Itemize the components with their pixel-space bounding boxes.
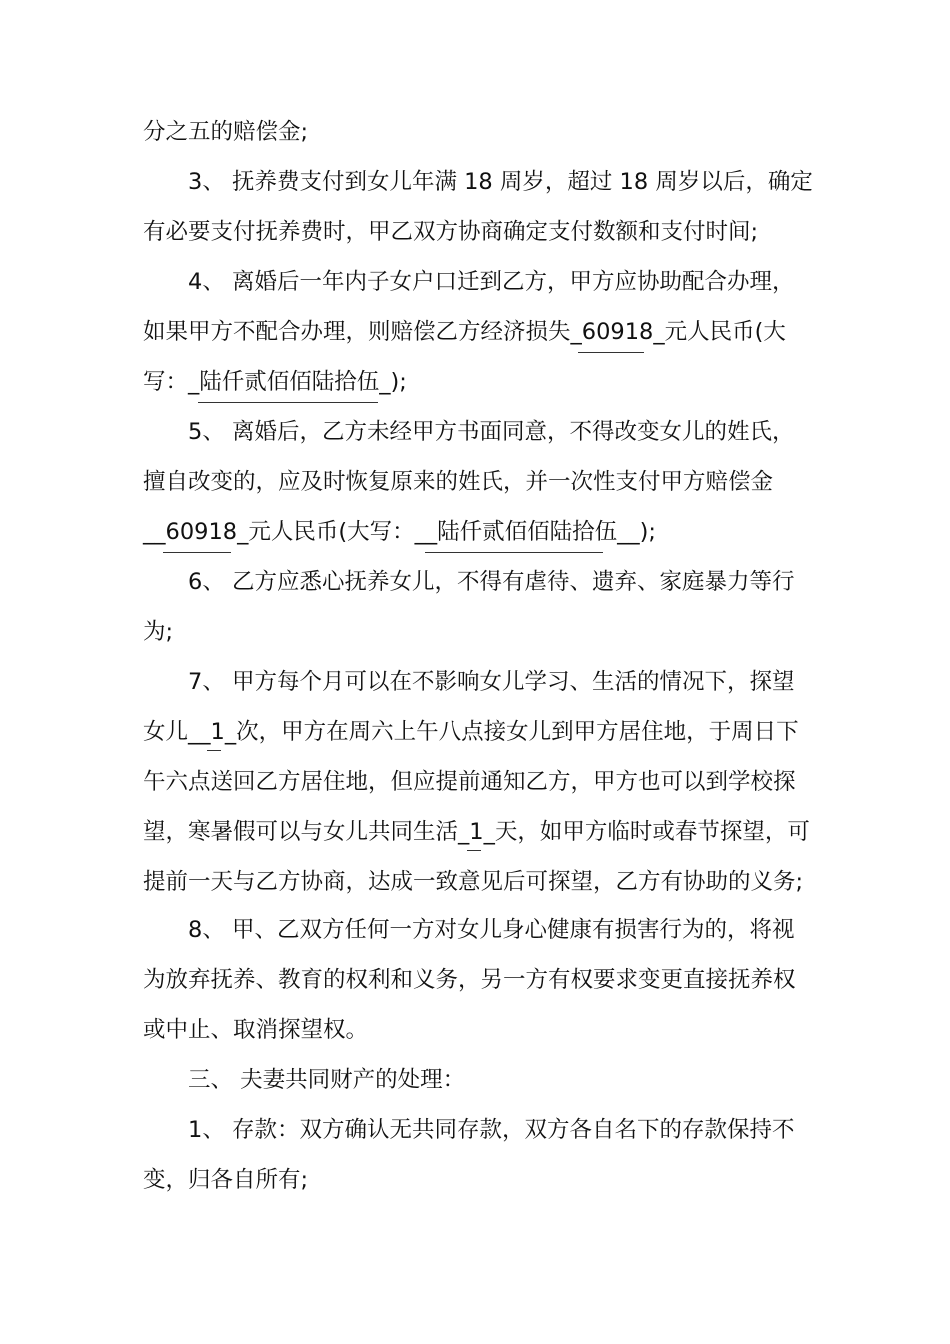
blank-underline	[467, 850, 481, 851]
text-line: 8、 甲、乙双方任何一方对女儿身心健康有损害行为的，将视	[188, 917, 795, 943]
text-line: 6、 乙方应悉心抚养女儿，不得有虐待、遗弃、家庭暴力等行	[188, 569, 795, 595]
text-line: 7、 甲方每个月可以在不影响女儿学习、生活的情况下，探望	[188, 669, 795, 695]
text-line: 为;	[143, 619, 174, 645]
text-line: 变，归各自所有;	[143, 1167, 309, 1193]
text-line: 午六点送回乙方居住地，但应提前通知乙方，甲方也可以到学校探	[143, 769, 796, 795]
text-line: __60918_元人民币(大写：__陆仟贰佰佰陆拾伍__);	[143, 519, 656, 545]
text-line: 擅自改变的，应及时恢复原来的姓氏，并一次性支付甲方赔偿金	[143, 469, 774, 495]
blank-underline	[198, 402, 378, 403]
text-line: 三、 夫妻共同财产的处理：	[188, 1067, 466, 1093]
blank-underline	[578, 352, 644, 353]
text-line: 望，寒暑假可以与女儿共同生活_1_天，如甲方临时或春节探望，可	[143, 819, 810, 845]
text-line: 1、 存款：双方确认无共同存款，双方各自名下的存款保持不	[188, 1117, 795, 1143]
text-line: 分之五的赔偿金;	[143, 119, 309, 145]
blank-underline	[163, 552, 231, 553]
text-line: 有必要支付抚养费时，甲乙双方协商确定支付数额和支付时间;	[143, 219, 759, 245]
blank-underline	[425, 552, 603, 553]
text-line: 4、 离婚后一年内子女户口迁到乙方，甲方应协助配合办理，	[188, 269, 795, 295]
text-line: 写：_陆仟贰佰佰陆拾伍_);	[143, 369, 407, 395]
text-line: 为放弃抚养、教育的权利和义务，另一方有权要求变更直接抚养权	[143, 967, 796, 993]
text-line: 或中止、取消探望权。	[143, 1017, 369, 1043]
text-line: 如果甲方不配合办理，则赔偿乙方经济损失_60918_元人民币(大	[143, 319, 786, 345]
text-line: 提前一天与乙方协商，达成一致意见后可探望，乙方有协助的义务;	[143, 869, 804, 895]
blank-underline	[207, 750, 221, 751]
text-line: 3、 抚养费支付到女儿年满 18 周岁，超过 18 周岁以后，确定	[188, 169, 813, 195]
text-line: 5、 离婚后，乙方未经甲方书面同意，不得改变女儿的姓氏，	[188, 419, 795, 445]
text-line: 女儿__1_次，甲方在周六上午八点接女儿到甲方居住地，于周日下	[143, 719, 799, 745]
